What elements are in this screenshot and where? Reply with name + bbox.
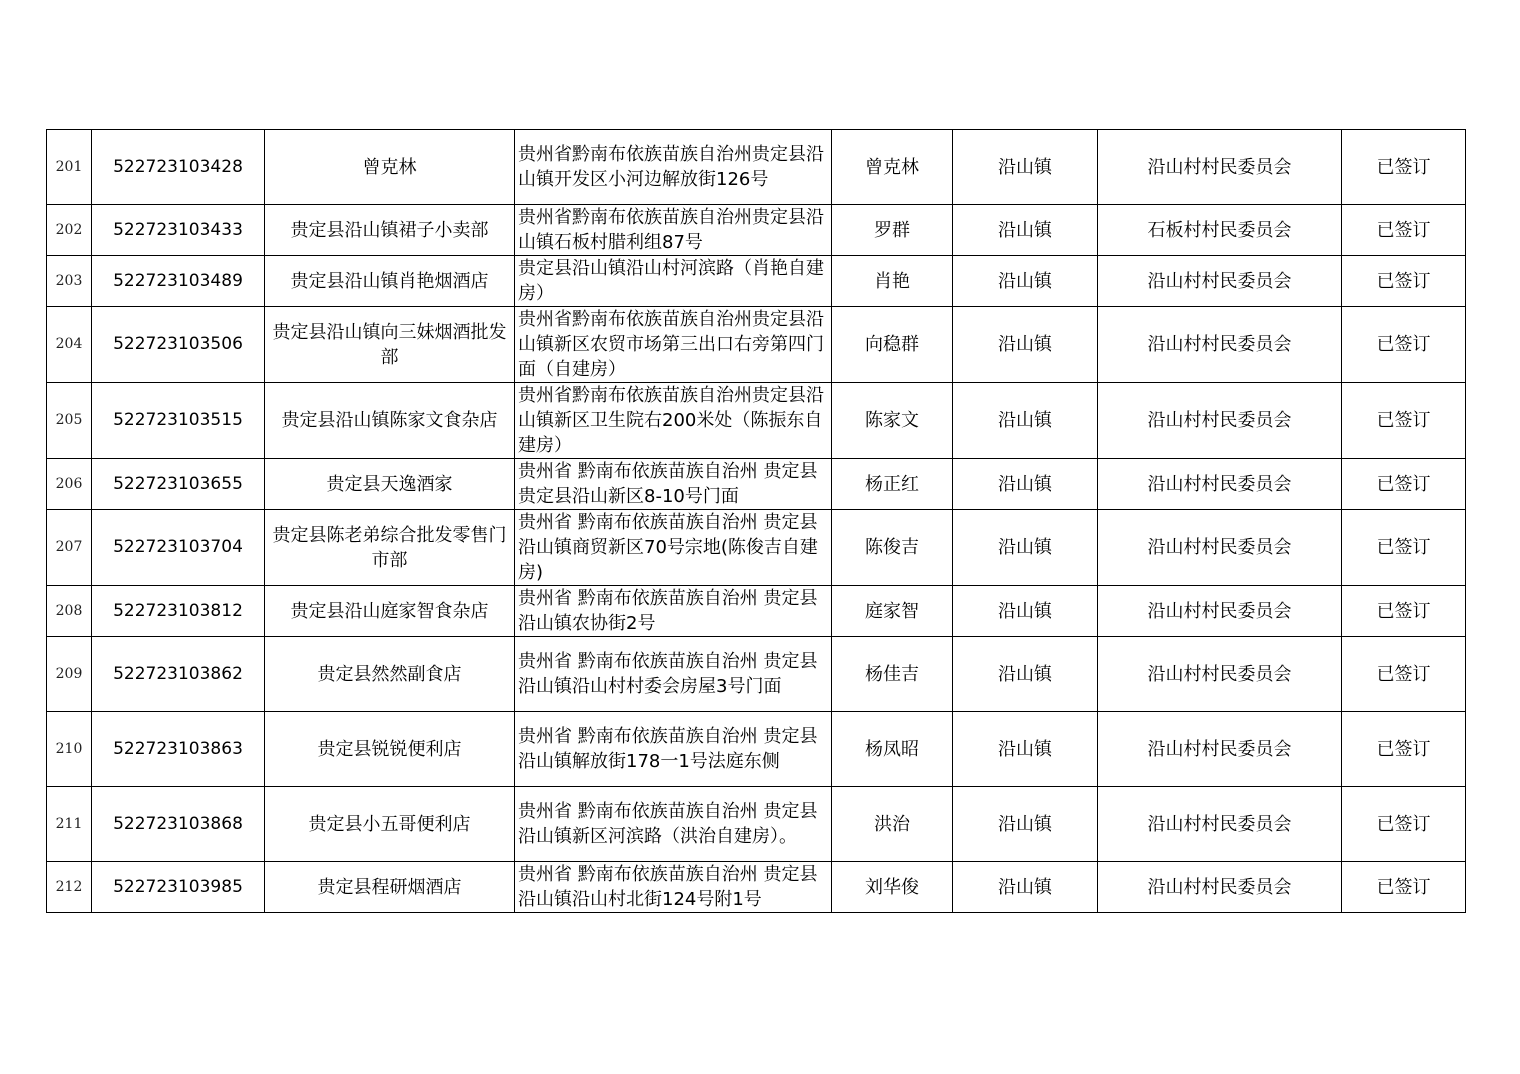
store-address-cell: 贵州省黔南布依族苗族自治州贵定县沿山镇新区卫生院右200米处（陈振东自建房） [515,383,832,459]
table-row [47,459,1466,510]
table-row [47,712,1466,787]
operator-name-cell: 刘华俊 [832,862,953,913]
store-name-cell: 贵定县沿山镇向三妹烟酒批发部 [265,307,515,383]
table-body [47,130,1466,913]
village-committee-cell: 沿山村村民委员会 [1098,307,1342,383]
table-row [47,307,1466,383]
town-name-cell: 沿山镇 [953,130,1098,205]
store-address-cell: 贵州省黔南布依族苗族自治州贵定县沿山镇新区农贸市场第三出口右旁第四门面（自建房） [515,307,832,383]
operator-name-cell: 杨佳吉 [832,637,953,712]
village-committee-cell: 沿山村村民委员会 [1098,712,1342,787]
table-row [47,383,1466,459]
license-code-cell: 522723103812 [92,586,265,637]
sign-status-cell: 已签订 [1342,205,1466,256]
license-code-cell: 522723103868 [92,787,265,862]
village-committee-cell: 沿山村村民委员会 [1098,256,1342,307]
table-row [47,862,1466,913]
store-address-cell: 贵州省黔南布依族苗族自治州贵定县沿山镇开发区小河边解放街126号 [515,130,832,205]
table-row [47,637,1466,712]
town-name-cell: 沿山镇 [953,787,1098,862]
village-committee-cell: 沿山村村民委员会 [1098,383,1342,459]
store-name-cell: 贵定县小五哥便利店 [265,787,515,862]
sign-status-cell: 已签订 [1342,586,1466,637]
operator-name-cell: 陈俊吉 [832,510,953,586]
store-name-cell: 贵定县陈老弟综合批发零售门市部 [265,510,515,586]
operator-name-cell: 曾克林 [832,130,953,205]
sign-status-cell: 已签订 [1342,510,1466,586]
row-number-cell: 211 [47,787,92,862]
town-name-cell: 沿山镇 [953,205,1098,256]
table-row [47,205,1466,256]
operator-name-cell: 杨正红 [832,459,953,510]
row-number-cell: 212 [47,862,92,913]
village-committee-cell: 沿山村村民委员会 [1098,637,1342,712]
store-name-cell: 贵定县沿山镇肖艳烟酒店 [265,256,515,307]
village-committee-cell: 沿山村村民委员会 [1098,862,1342,913]
operator-name-cell: 肖艳 [832,256,953,307]
store-name-cell: 贵定县沿山镇陈家文食杂店 [265,383,515,459]
row-number-cell: 206 [47,459,92,510]
license-code-cell: 522723103704 [92,510,265,586]
store-name-cell: 贵定县程研烟酒店 [265,862,515,913]
store-address-cell: 贵州省 黔南布依族苗族自治州 贵定县沿山镇新区河滨路（洪治自建房）。 [515,787,832,862]
row-number-cell: 210 [47,712,92,787]
store-address-cell: 贵州省 黔南布依族苗族自治州 贵定县沿山镇农协街2号 [515,586,832,637]
store-name-cell: 曾克林 [265,130,515,205]
license-code-cell: 522723103862 [92,637,265,712]
operator-name-cell: 杨凤昭 [832,712,953,787]
town-name-cell: 沿山镇 [953,459,1098,510]
store-address-cell: 贵州省黔南布依族苗族自治州贵定县沿山镇石板村腊利组87号 [515,205,832,256]
village-committee-cell: 沿山村村民委员会 [1098,787,1342,862]
license-code-cell: 522723103515 [92,383,265,459]
store-address-cell: 贵州省 黔南布依族苗族自治州 贵定县沿山镇解放街178一1号法庭东侧 [515,712,832,787]
row-number-cell: 205 [47,383,92,459]
store-name-cell: 贵定县锐锐便利店 [265,712,515,787]
store-address-cell: 贵州省 黔南布依族苗族自治州 贵定县沿山镇沿山村村委会房屋3号门面 [515,637,832,712]
license-code-cell: 522723103428 [92,130,265,205]
license-code-cell: 522723103506 [92,307,265,383]
records-table [46,129,1466,913]
sign-status-cell: 已签订 [1342,130,1466,205]
operator-name-cell: 罗群 [832,205,953,256]
table-row [47,130,1466,205]
store-name-cell: 贵定县沿山庭家智食杂店 [265,586,515,637]
table-row [47,256,1466,307]
town-name-cell: 沿山镇 [953,586,1098,637]
sign-status-cell: 已签订 [1342,383,1466,459]
row-number-cell: 207 [47,510,92,586]
row-number-cell: 209 [47,637,92,712]
sign-status-cell: 已签订 [1342,787,1466,862]
village-committee-cell: 沿山村村民委员会 [1098,510,1342,586]
operator-name-cell: 洪治 [832,787,953,862]
license-code-cell: 522723103655 [92,459,265,510]
operator-name-cell: 庭家智 [832,586,953,637]
store-address-cell: 贵州省 黔南布依族苗族自治州 贵定县沿山镇沿山村北街124号附1号 [515,862,832,913]
sign-status-cell: 已签订 [1342,712,1466,787]
town-name-cell: 沿山镇 [953,510,1098,586]
license-code-cell: 522723103433 [92,205,265,256]
license-code-cell: 522723103985 [92,862,265,913]
table-row [47,586,1466,637]
row-number-cell: 202 [47,205,92,256]
town-name-cell: 沿山镇 [953,383,1098,459]
table-row [47,787,1466,862]
village-committee-cell: 沿山村村民委员会 [1098,130,1342,205]
store-name-cell: 贵定县天逸酒家 [265,459,515,510]
operator-name-cell: 向稳群 [832,307,953,383]
store-address-cell: 贵州省 黔南布依族苗族自治州 贵定县沿山镇商贸新区70号宗地(陈俊吉自建房) [515,510,832,586]
table-row [47,510,1466,586]
row-number-cell: 204 [47,307,92,383]
village-committee-cell: 沿山村村民委员会 [1098,586,1342,637]
license-code-cell: 522723103863 [92,712,265,787]
sign-status-cell: 已签订 [1342,256,1466,307]
sign-status-cell: 已签订 [1342,862,1466,913]
sign-status-cell: 已签订 [1342,459,1466,510]
village-committee-cell: 石板村村民委员会 [1098,205,1342,256]
operator-name-cell: 陈家文 [832,383,953,459]
town-name-cell: 沿山镇 [953,256,1098,307]
row-number-cell: 203 [47,256,92,307]
village-committee-cell: 沿山村村民委员会 [1098,459,1342,510]
town-name-cell: 沿山镇 [953,307,1098,383]
town-name-cell: 沿山镇 [953,637,1098,712]
store-address-cell: 贵定县沿山镇沿山村河滨路（肖艳自建房） [515,256,832,307]
sign-status-cell: 已签订 [1342,637,1466,712]
license-code-cell: 522723103489 [92,256,265,307]
sign-status-cell: 已签订 [1342,307,1466,383]
row-number-cell: 201 [47,130,92,205]
store-address-cell: 贵州省 黔南布依族苗族自治州 贵定县贵定县沿山新区8-10号门面 [515,459,832,510]
row-number-cell: 208 [47,586,92,637]
store-name-cell: 贵定县然然副食店 [265,637,515,712]
town-name-cell: 沿山镇 [953,862,1098,913]
store-name-cell: 贵定县沿山镇裙子小卖部 [265,205,515,256]
town-name-cell: 沿山镇 [953,712,1098,787]
